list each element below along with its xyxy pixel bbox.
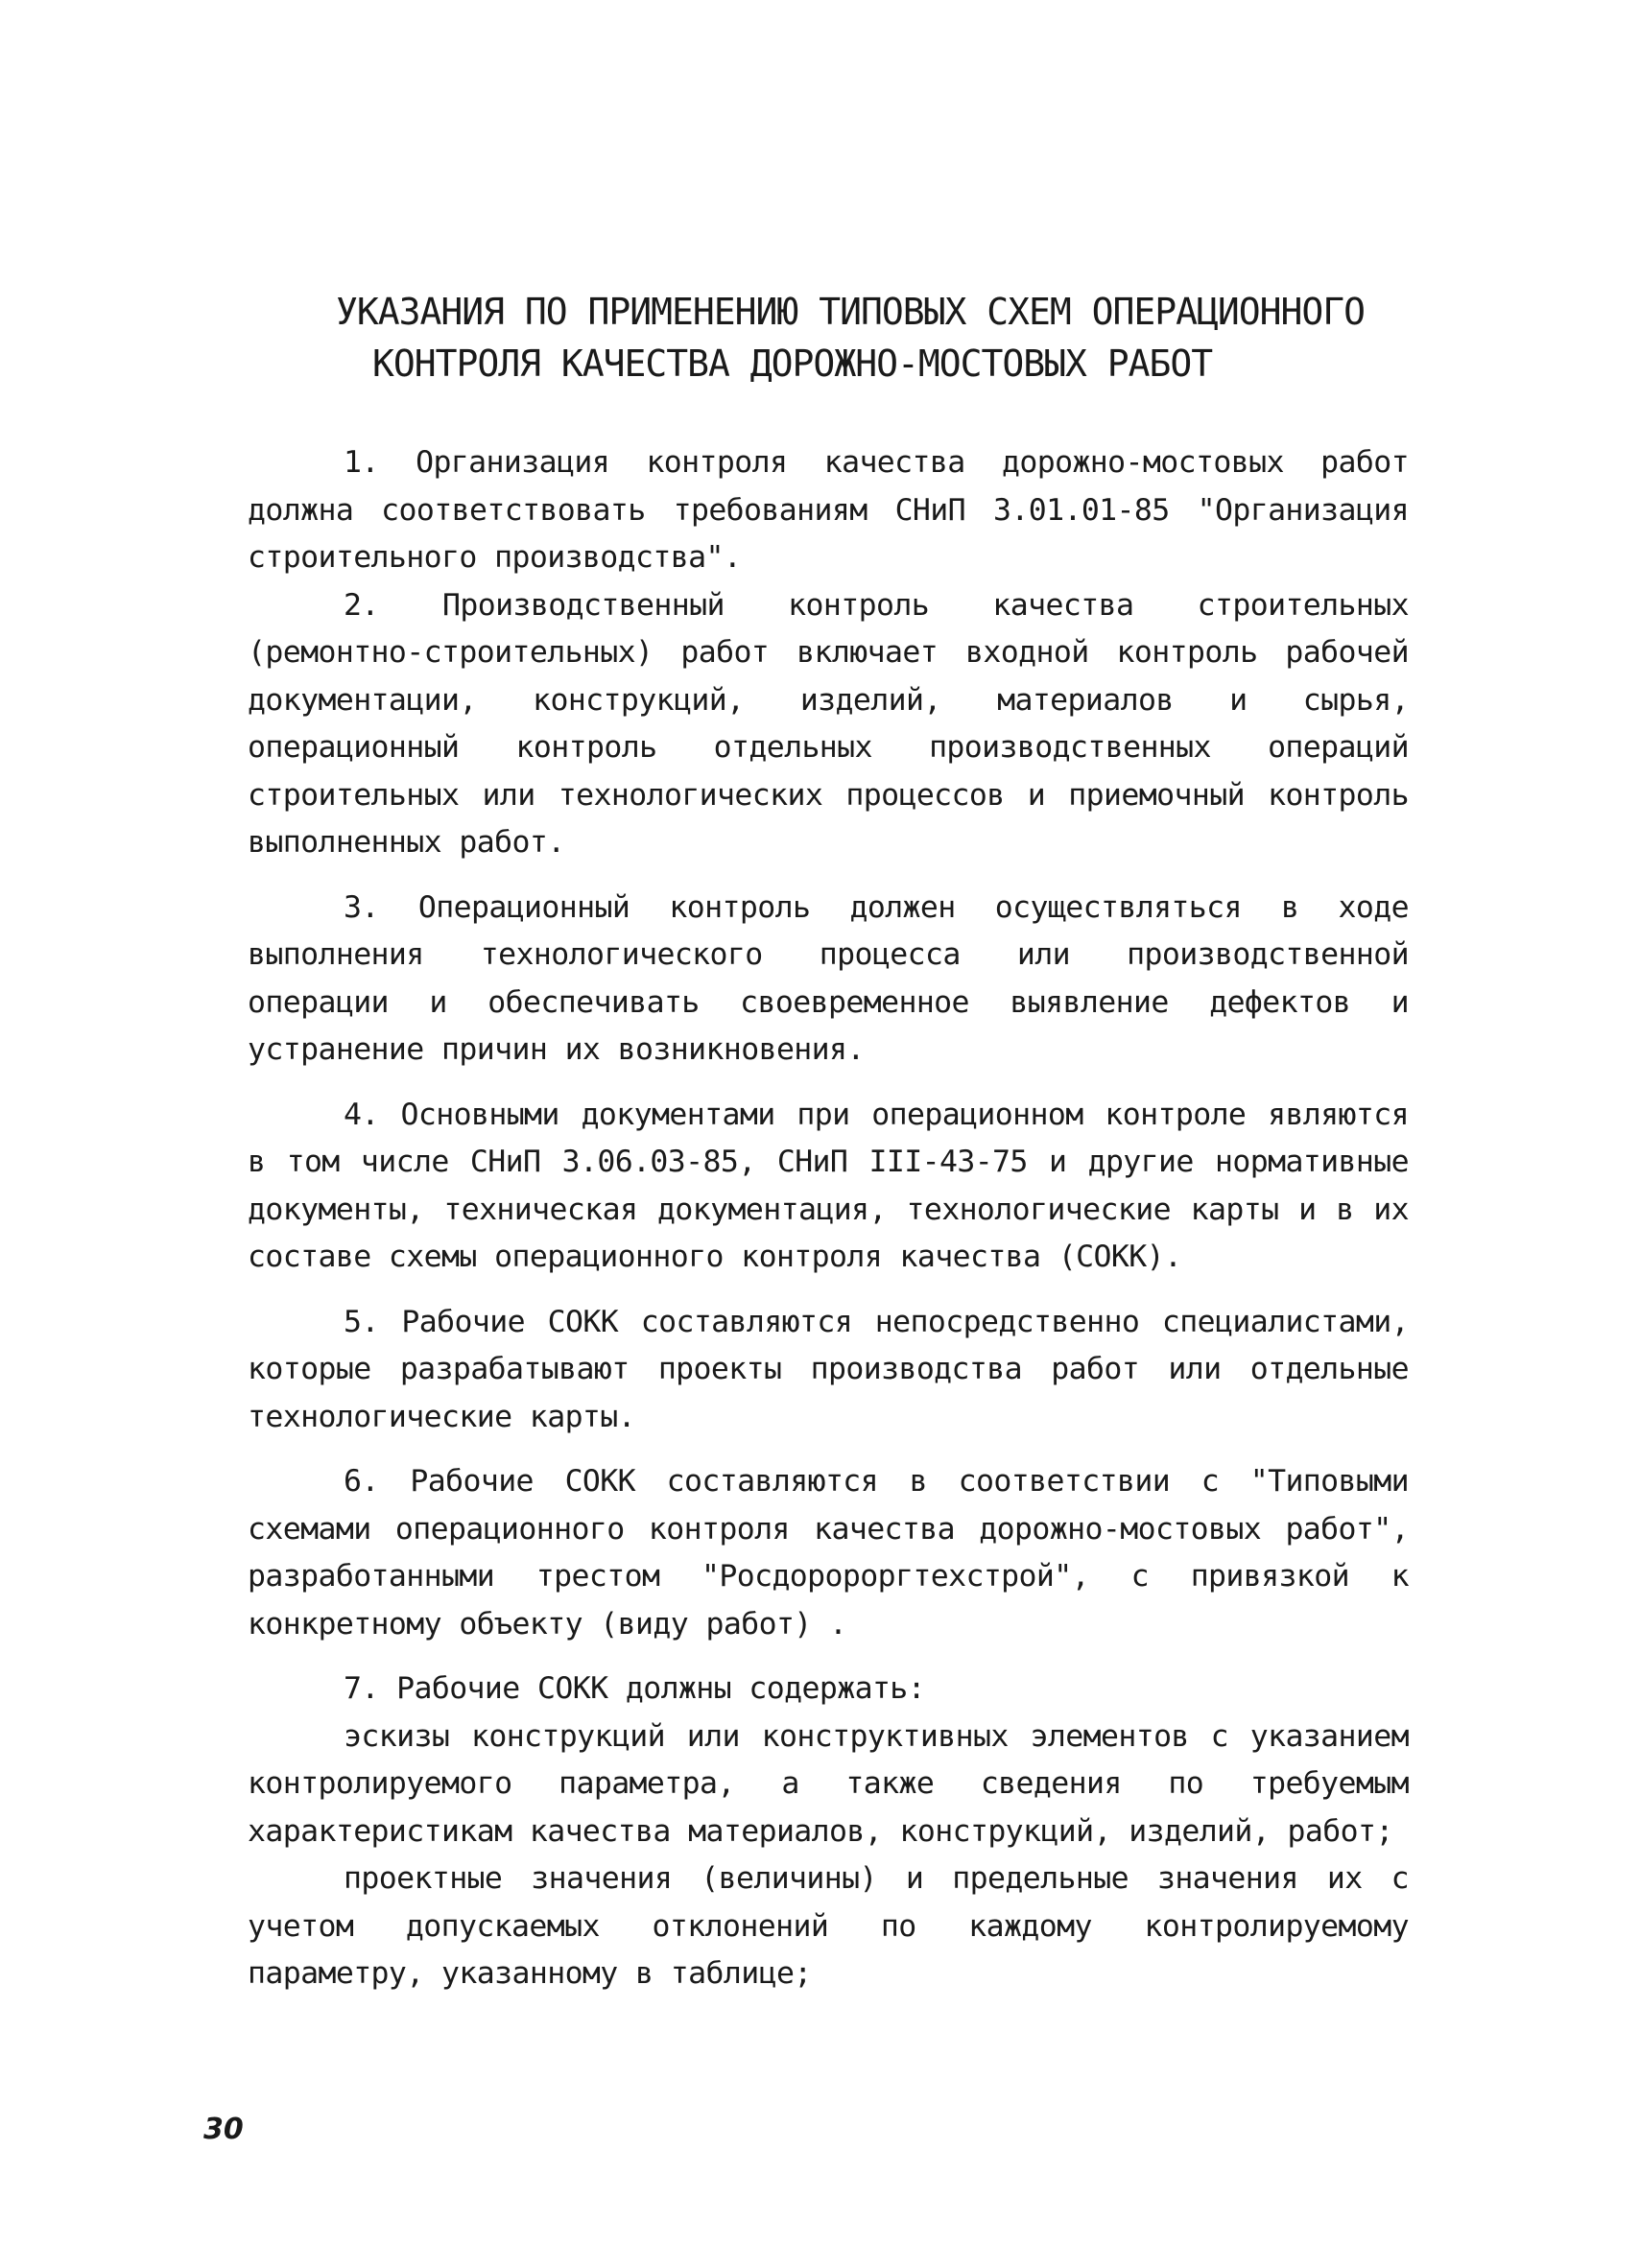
title-line-2: КОНТРОЛЯ КАЧЕСТВА ДОРОЖНО-МОСТОВЫХ РАБОТ: [372, 343, 1213, 385]
document-title: [336, 286, 1366, 390]
title-line-1: УКАЗАНИЯ ПО ПРИМЕНЕНИЮ ТИПОВЫХ СХЕМ ОПЕРАЦИОННОГО: [336, 291, 1366, 333]
list-item-sketches: эскизы конструкций или конструктивных элементов с указанием контролируемого параметра, а также сведения по требуемым характеристикам качества материалов, конструкций, изделий, работ;: [248, 1718, 1409, 1849]
paragraph-2: 2. Производственный контроль качества строительных (ремонтно-строительных) работ включает входной контроль рабочей документации, конструкций, изделий, материалов и сырья, операционный контроль отдельных производственных операций строительных или технологических процессов и приемочный контроль выполненных работ.: [248, 587, 1409, 860]
paragraph-7: 7. Рабочие СОКК должны содержать:: [344, 1671, 926, 1706]
document-body: [248, 439, 1409, 1998]
paragraph-1: 1. Организация контроля качества дорожно-мостовых работ должна соответствовать требованиям СНиП 3.01.01-85 "Организация строительного производства".: [248, 445, 1409, 575]
paragraph-3: 3. Операционный контроль должен осуществляться в ходе выполнения технологического процесса или производственной операции и обеспечивать своевременное выявление дефектов и устранение причин их возникновения.: [248, 889, 1409, 1067]
paragraph-4: 4. Основными документами при операционном контроле являются в том числе СНиП 3.06.03-85, СНиП III-43-75 и другие нормативные документы, техническая документация, технологические карты и в их составе схемы операционного контроля качества (СОКК).: [248, 1097, 1409, 1274]
list-item-design-values: проектные значения (величины) и предельные значения их с учетом допускаемых отклонений по каждому контролируемому параметру, указанному в таблице;: [248, 1861, 1409, 1991]
page-number: 30: [203, 2113, 244, 2146]
paragraph-6: 6. Рабочие СОКК составляются в соответствии с "Типовыми схемами операционного контроля качества дорожно-мостовых работ", разработанными трестом "Росдоророргтехстрой", с привязкой к конкретному объекту (виду работ) .: [248, 1464, 1409, 1642]
paragraph-5: 5. Рабочие СОКК составляются непосредственно специалистами, которые разрабатывают проекты производства работ или отдельные технологические карты.: [248, 1304, 1409, 1434]
